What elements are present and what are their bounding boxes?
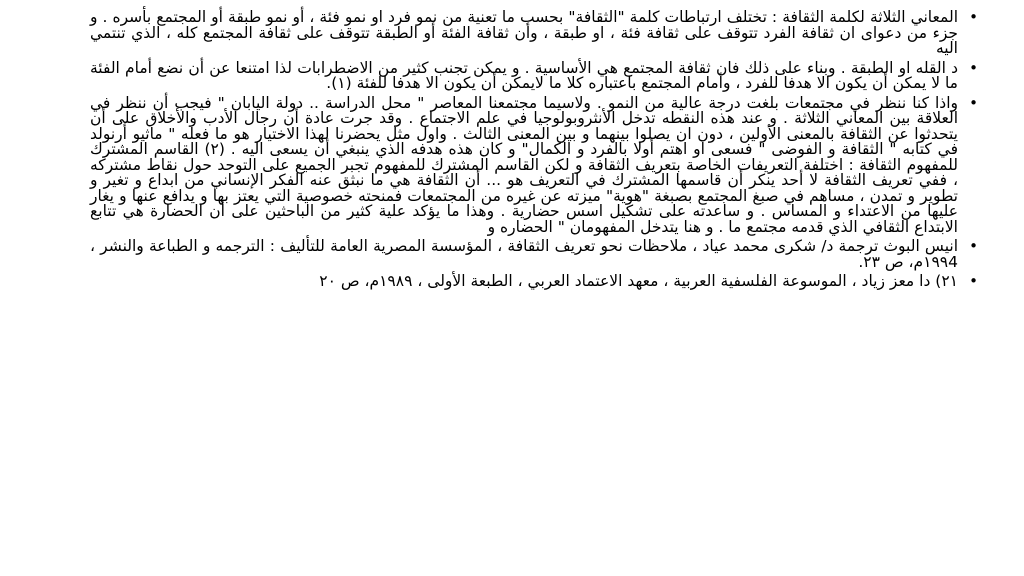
list-item	[90, 93, 980, 236]
list-item	[90, 10, 980, 57]
bullet-list	[90, 10, 980, 290]
list-item	[90, 274, 980, 290]
slide-body	[90, 10, 980, 294]
paragraph-text: واذا كنا ننظر في مجتمعات بلغت درجة عالية من النمو . ولاسيما مجتمعنا المعاصر " محل الدراسة .. دولة اليابان " فيجب أن ننظر في العلاقة بين المعاني الثلاثة . و عند هذه النقطه تدخل الأنثروبولوجيا في علم الاجتماع . وقد جرت عادة أن رجال الأدب والأخلاق على أن يتحدثوا عن الثقافة بالمعنى الأولين ، دون ان يصلوا بينهما و بين المعنى الثالث . واول مثل يحضرنا لهذا الاختيار هو ما فعله " ماثيو أرنولد في كتابه " الثقافة و الفوضى " فسعى او اهتم أولا بالفرد و الكمال" و كان هذه هدفه الذي ينبغي أن يسعى اليه . (٢) القاسم المشترك للمفهوم الثقافة : اختلفة التعريفات الخاصة بتعريف الثقافة و لكن القاسم المشترك للمفهوم تجبر الجميع على التوحد حول نقاط مشتركه ، ففي تعريف الثقافة لا أحد ينكر أن قاسمها المشترك في التعريف هو ... أن الثقافة هي ما نبثق عنه الفكر الإنساني من ابداع و تغير و تطوير و تمدن ، مساهم في صبغ المجتمع بصبغة "هوية" ميزته عن غيره من المجتمعات فمنحته خصوصية التي يعتز بها و يدافع عنها و يغار عليها من الاعتداء و المساس . و ساعدته على تشكيل اسس حضارية . وهذا ما يؤكد علية كثير من الباحثين على أن الحضارة هي تتابع الابتداع الثقافي الذي قدمه مجتمع ما . و هنا يتدخل المفهومان " الحضاره و	[90, 93, 958, 236]
footnote-text: ٢١) دا معز زياد ، الموسوعة الفلسفية العربية ، معهد الاعتماد العربي ، الطبعة الأولى ، ١٩٨٩م، ص ٢٠	[319, 272, 958, 290]
paragraph-text: المعاني الثلاثة لكلمة الثقافة : تختلف ارتباطات كلمة "الثقافة" بحسب ما تعنية من نمو فرد او نمو فئة ، أو نمو طبقة أو المجتمع بأسره . و جزء من دعواى ان ثقافة الفرد تتوقف على ثقافة فئة ، او طبقة ، وأن ثقافة الفئة أو الطبقة تتوقف على ثقافة المجتمع كله ، الذي تنتمي اليه	[90, 8, 958, 57]
footnote-text: انيس البوث ترجمة د/ شكرى محمد عياد ، ملاحظات نحو تعريف الثقافة ، المؤسسة المصرية العامة للتأليف : الترجمه و الطباعة والنشر ، ١٩٩4م، ص ٢٣.	[90, 237, 958, 271]
bullet-icon: •	[969, 272, 978, 290]
bullet-icon: •	[969, 237, 978, 255]
paragraph-text: د القله او الطبقة . وبناء على ذلك فان ثقافة المجتمع هي الأساسية . و يمكن تجنب كثير من الاضطرابات لذا امتنعا عن أن نضع أمام الفئة ما لا يمكن أن يكون الا هدفا للفرد ، وأمام المجتمع باعتباره كلا ما لايمكن أن يكون الا هدفا للفئة (١).	[90, 58, 958, 92]
list-item	[90, 58, 980, 92]
bullet-icon: •	[969, 93, 978, 112]
bullet-icon: •	[969, 58, 978, 77]
bullet-icon: •	[969, 8, 978, 26]
list-item	[90, 239, 980, 270]
